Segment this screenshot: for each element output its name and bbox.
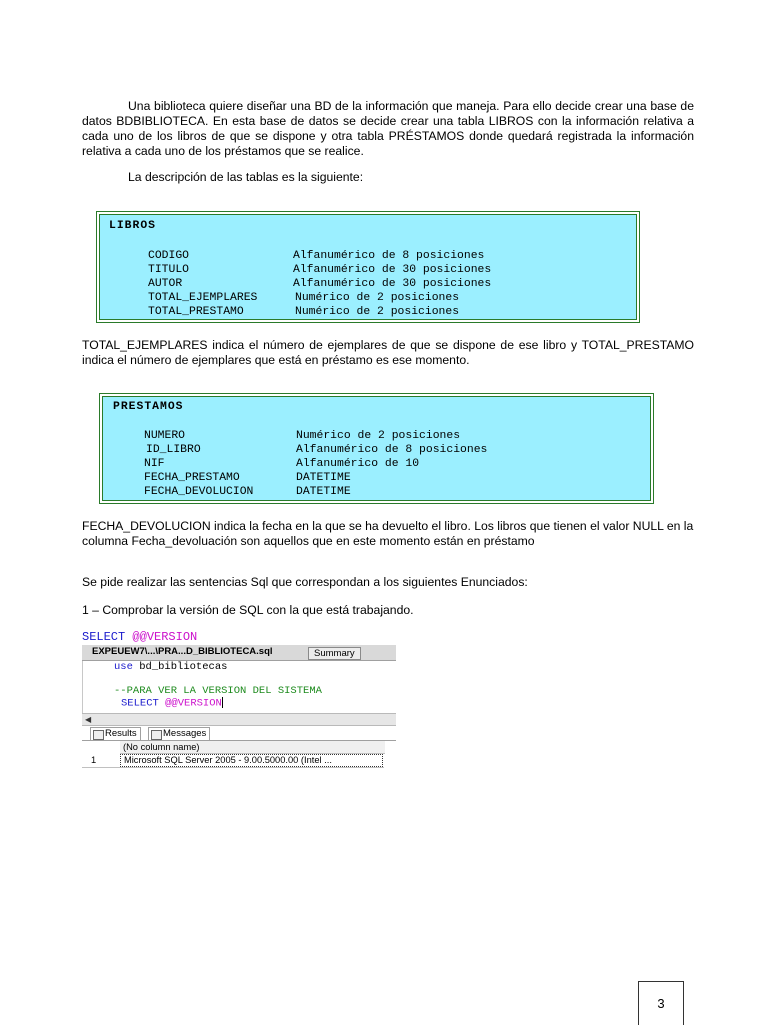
code-text: bd_bibliotecas [139, 661, 228, 673]
field-type: Alfanumérico de 8 posiciones [293, 250, 485, 262]
field-type: Alfanumérico de 30 posiciones [293, 264, 492, 276]
editor-line [114, 661, 227, 673]
prestamos-field-row [144, 443, 634, 457]
code-keyword: use [114, 661, 133, 673]
task-intro: Se pide realizar las sentencias Sql que correspondan a los siguientes Enunciados: [82, 575, 528, 589]
summary-tab[interactable]: Summary [308, 647, 361, 660]
sql-statement [82, 630, 197, 644]
editor-comment-line: --PARA VER LA VERSION DEL SISTEMA [114, 685, 322, 697]
field-type: Numérico de 2 posiciones [295, 306, 460, 318]
field-name: AUTOR [148, 278, 183, 290]
libros-field-row [148, 263, 628, 277]
page-number: 3 [638, 981, 684, 1025]
libros-title: LIBROS [109, 220, 157, 232]
results-tab-bar [82, 726, 396, 741]
messages-tab[interactable] [148, 727, 210, 740]
sql-keyword: SELECT [82, 630, 126, 644]
sql-function: @@VERSION [132, 630, 198, 644]
messages-tab-label: Messages [163, 728, 207, 739]
field-type: DATETIME [296, 486, 351, 498]
prestamos-field-row [144, 485, 634, 499]
text-caret [222, 697, 223, 708]
libros-table-box [96, 211, 640, 323]
libros-note-paragraph: TOTAL_EJEMPLARES indica el número de ejemplares de que se dispone de ese libro y TOTAL_PRESTAMO indica el número de ejemplares que está en préstamo es ese momento. [82, 338, 694, 367]
prestamos-title: PRESTAMOS [113, 401, 184, 413]
field-name: TOTAL_EJEMPLARES [148, 292, 258, 304]
results-tab[interactable] [90, 727, 141, 740]
libros-field-row [148, 277, 628, 291]
field-name: TOTAL_PRESTAMO [148, 306, 244, 318]
libros-field-row [148, 305, 628, 319]
prestamos-field-row [144, 457, 634, 471]
field-type: Numérico de 2 posiciones [296, 430, 461, 442]
query-editor[interactable] [82, 661, 397, 713]
field-type: Alfanumérico de 30 posiciones [293, 278, 492, 290]
intro-paragraph: Una biblioteca quiere diseñar una BD de la información que maneja. Para ello decide crear una base de datos BDBIBLIOTECA. En esta base de datos se decide crear una tabla LIBROS con la información relativa a cada uno de los libros de que se dispone y otra tabla PRÉSTAMOS donde quedará registrada la información relativa a cada uno de los préstamos que se realice. [82, 99, 694, 158]
prestamos-field-row [144, 429, 634, 443]
libros-field-row [148, 249, 628, 263]
field-type: Numérico de 2 posiciones [295, 292, 460, 304]
results-tab-label: Results [105, 728, 137, 739]
field-name: CODIGO [148, 250, 190, 262]
tables-description-line: La descripción de las tablas es la siguiente: [128, 170, 364, 184]
message-icon [151, 730, 162, 740]
horizontal-scrollbar[interactable] [82, 713, 396, 726]
field-type: Alfanumérico de 10 [296, 458, 420, 470]
editor-tab-bar [82, 645, 396, 661]
scroll-left-icon[interactable]: ◀ [85, 715, 92, 724]
field-name: NIF [144, 458, 165, 470]
field-type: Alfanumérico de 8 posiciones [296, 444, 488, 456]
editor-line [121, 697, 223, 709]
prestamos-note-paragraph: FECHA_DEVOLUCION indica la fecha en la que se ha devuelto el libro. Los libros que tienen el valor NULL en la columna Fecha_devoluación son aquellos que en este momento están en préstamo [82, 519, 694, 548]
field-name: TITULO [148, 264, 190, 276]
prestamos-field-row [144, 471, 634, 485]
field-name: NUMERO [144, 430, 186, 442]
prestamos-table-box [99, 393, 654, 504]
column-header[interactable]: (No column name) [120, 741, 385, 754]
field-name: FECHA_PRESTAMO [144, 472, 240, 484]
table-row[interactable] [82, 754, 384, 768]
libros-field-row [148, 291, 628, 305]
field-name: FECHA_DEVOLUCION [144, 486, 254, 498]
code-function: @@VERSION [165, 697, 222, 710]
file-tab[interactable]: EXPEUEW7\...\PRA...D_BIBLIOTECA.sql [92, 646, 273, 657]
task-1: 1 – Comprobar la versión de SQL con la que está trabajando. [82, 603, 414, 617]
field-type: DATETIME [296, 472, 351, 484]
grid-icon [93, 730, 104, 740]
code-keyword: SELECT [121, 697, 159, 710]
row-number: 1 [91, 755, 97, 765]
ssms-screenshot [82, 645, 396, 778]
result-cell[interactable]: Microsoft SQL Server 2005 - 9.00.5000.00 (Intel ... [120, 754, 383, 767]
field-name: ID_LIBRO [146, 444, 201, 456]
